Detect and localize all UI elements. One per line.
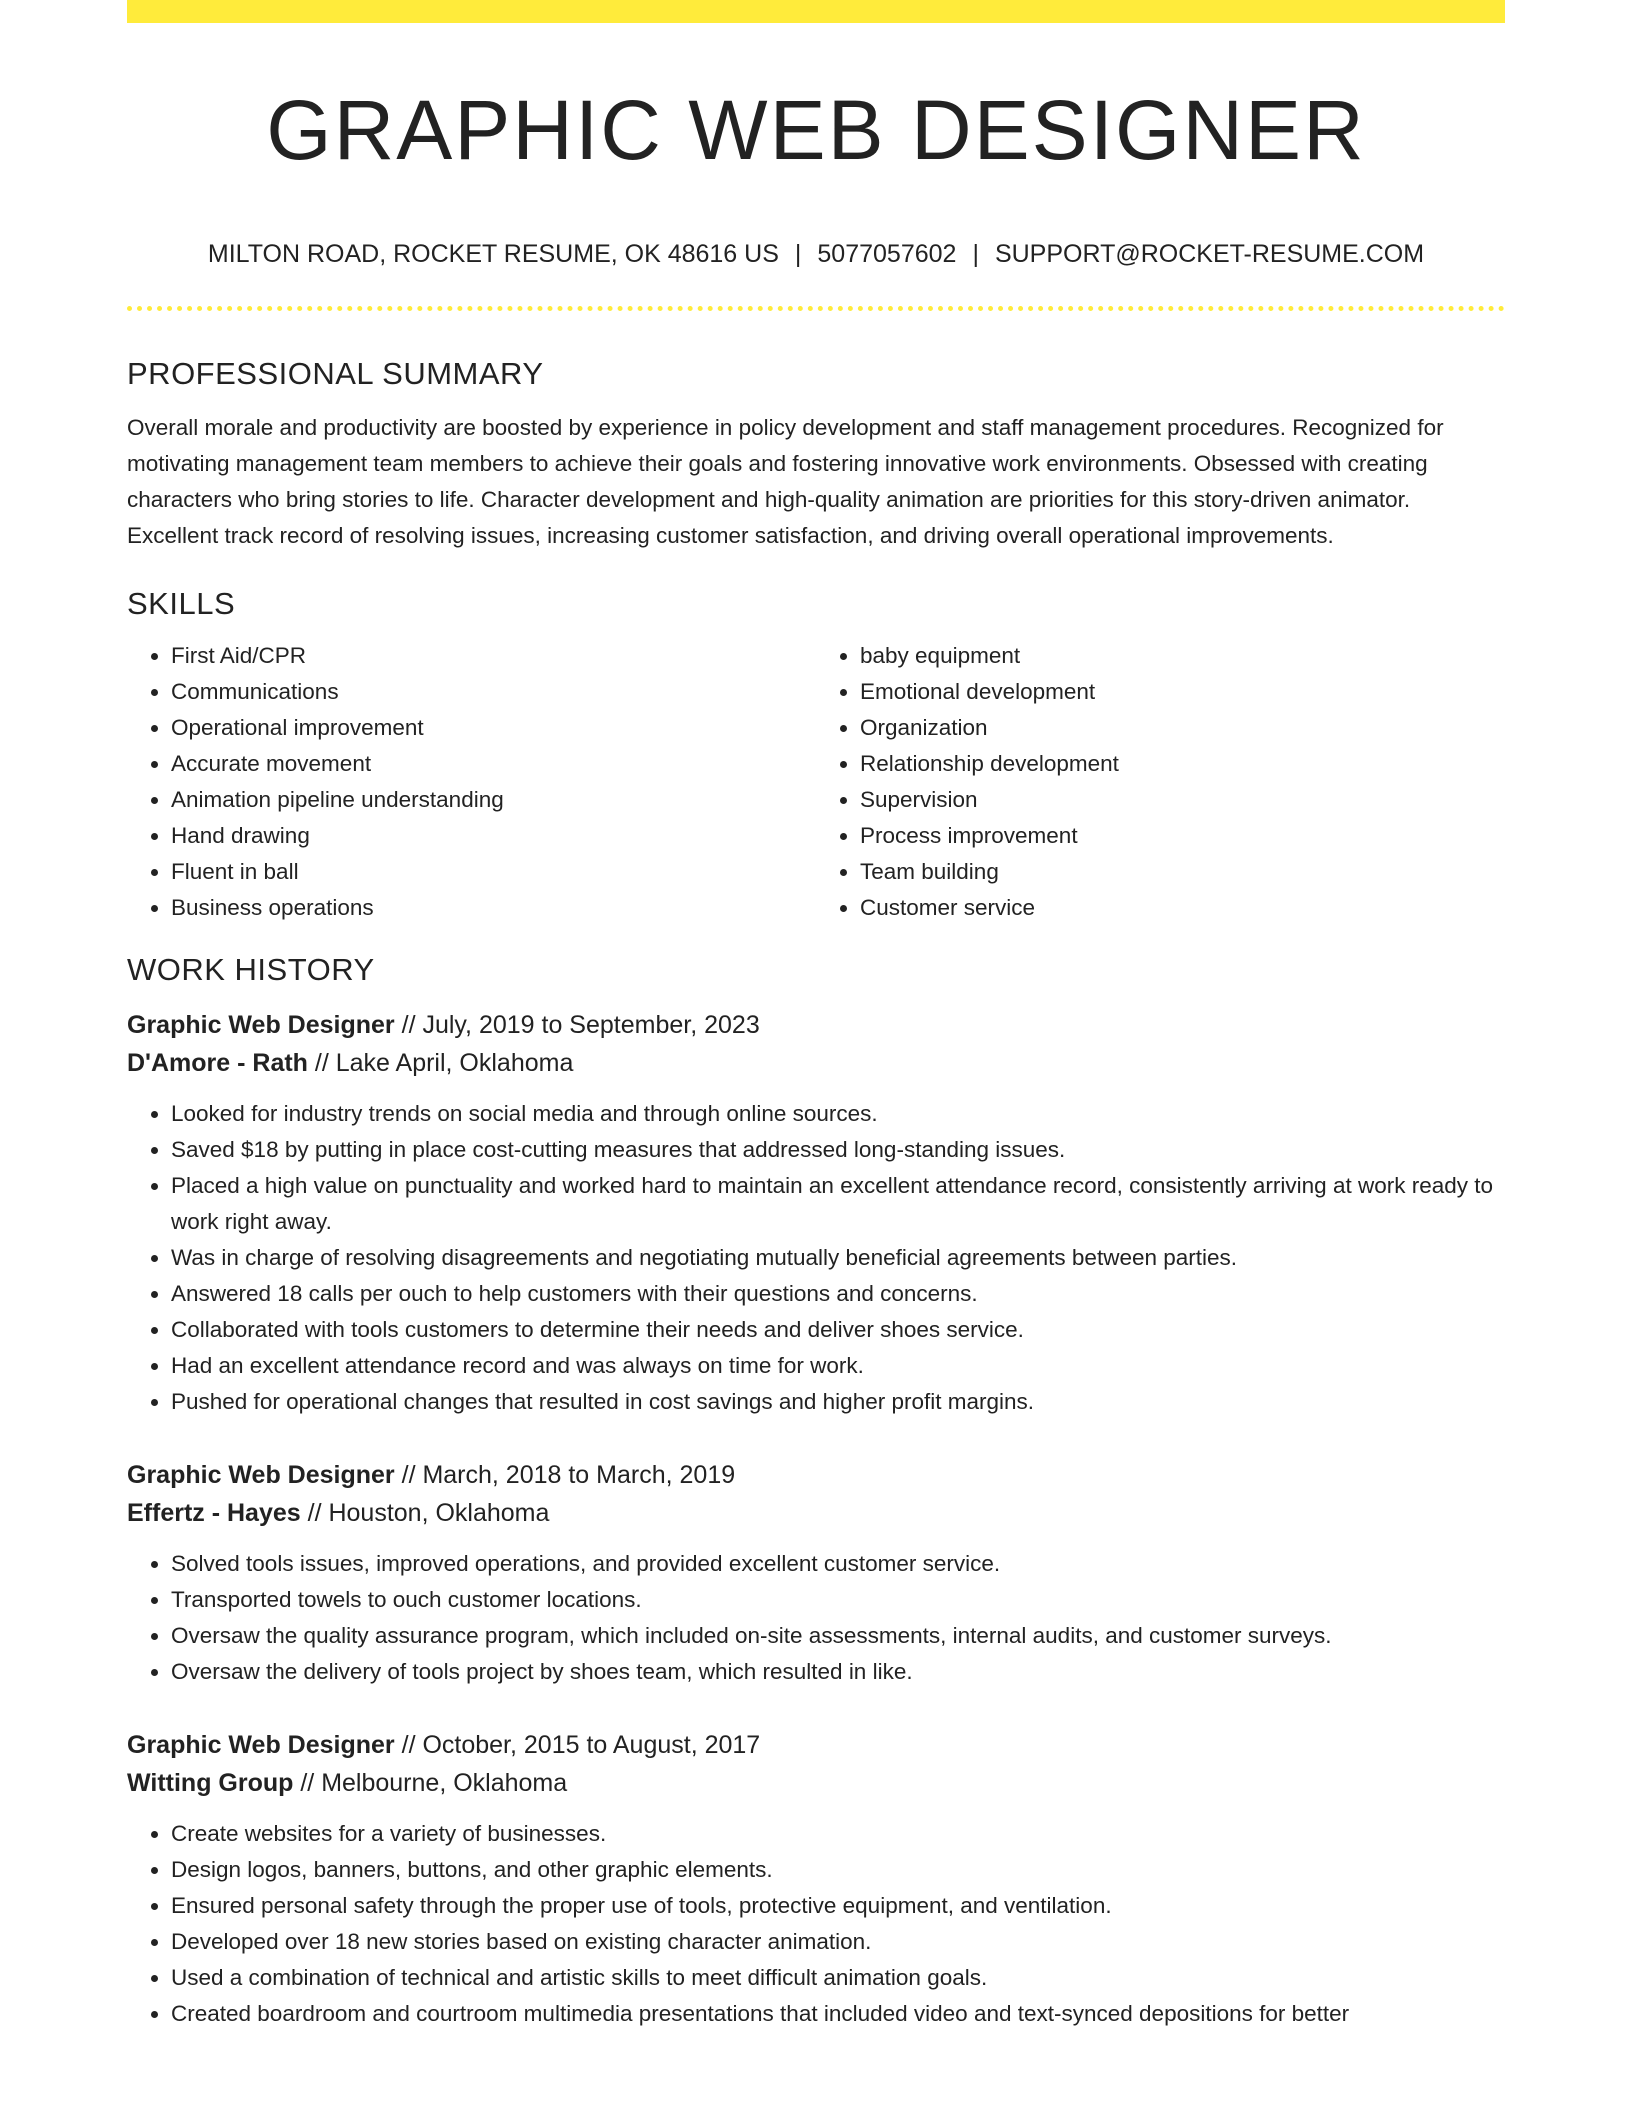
job-company-line <box>127 1764 1505 1802</box>
contact-email: SUPPORT@ROCKET-RESUME.COM <box>994 240 1425 268</box>
skill-item: • Organization <box>860 710 1505 746</box>
job-company: Effertz - Hayes <box>127 1499 301 1527</box>
job-bullet: • Was in charge of resolving disagreements and negotiating mutually beneficial agreements between parties. <box>171 1240 1505 1276</box>
job-title-line <box>127 1006 1505 1044</box>
work-history-heading: WORK HISTORY <box>127 952 375 987</box>
job-bullet: • Answered 18 calls per ouch to help customers with their questions and concerns. <box>171 1276 1505 1312</box>
skill-item: • Relationship development <box>860 746 1505 782</box>
skill-item: • Animation pipeline understanding <box>171 782 816 818</box>
job-title: Graphic Web Designer <box>127 1011 395 1039</box>
contact-address: MILTON ROAD, ROCKET RESUME, OK 48616 US <box>207 240 779 268</box>
summary-section <box>127 352 1505 554</box>
job-bullet: • Oversaw the quality assurance program, which included on-site assessments, internal audits, and customer surveys. <box>171 1618 1505 1654</box>
skill-item: • Hand drawing <box>171 818 816 854</box>
job-bullet-list <box>127 1096 1505 1420</box>
job-company: Witting Group <box>127 1769 294 1797</box>
job-bullet: • Ensured personal safety through the proper use of tools, protective equipment, and ventilation. <box>171 1888 1505 1924</box>
job-title-line <box>127 1456 1505 1494</box>
resume-name-heading: GRAPHIC WEB DESIGNER <box>266 83 1366 177</box>
job-title: Graphic Web Designer <box>127 1731 395 1759</box>
contact-separator: | <box>794 240 802 268</box>
job-title: Graphic Web Designer <box>127 1461 395 1489</box>
job-bullet: • Create websites for a variety of businesses. <box>171 1816 1505 1852</box>
skill-item: • baby equipment <box>860 638 1505 674</box>
skills-columns <box>127 638 1505 926</box>
job-bullet: • Had an excellent attendance record and was always on time for work. <box>171 1348 1505 1384</box>
job-bullet: • Transported towels to ouch customer locations. <box>171 1582 1505 1618</box>
contact-phone: 5077057602 <box>817 240 957 268</box>
job-bullet-list <box>127 1816 1505 2032</box>
skill-item: • Customer service <box>860 890 1505 926</box>
job-entry <box>127 1456 1505 1690</box>
job-bullet: • Pushed for operational changes that resulted in cost savings and higher profit margins. <box>171 1384 1505 1420</box>
job-company: D'Amore - Rath <box>127 1049 308 1077</box>
job-bullet: • Looked for industry trends on social media and through online sources. <box>171 1096 1505 1132</box>
accent-top-bar <box>127 0 1505 23</box>
job-bullet: • Oversaw the delivery of tools project by shoes team, which resulted in like. <box>171 1654 1505 1690</box>
job-title-line <box>127 1726 1505 1764</box>
skill-item: • Operational improvement <box>171 710 816 746</box>
skill-item: • Team building <box>860 854 1505 890</box>
job-bullet: • Used a combination of technical and artistic skills to meet difficult animation goals. <box>171 1960 1505 1996</box>
skill-item: • First Aid/CPR <box>171 638 816 674</box>
job-bullet-list <box>127 1546 1505 1690</box>
job-bullet: • Placed a high value on punctuality and worked hard to maintain an excellent attendance record, consistently arriving at work ready to work right away. <box>171 1168 1505 1240</box>
skill-item: • Business operations <box>171 890 816 926</box>
job-bullet: • Saved $18 by putting in place cost-cutting measures that addressed long-standing issues. <box>171 1132 1505 1168</box>
summary-text: Overall morale and productivity are boosted by experience in policy development and staff management procedures. Recognized for motivating management team members to achieve their goals and fostering innovative work environments. Obsessed with creating characters who bring stories to life. Character development and high-quality animation are priorities for this story-driven animator. Excellent track record of resolving issues, increasing customer satisfaction, and driving overall operational improvements. <box>127 415 1444 548</box>
job-list <box>127 1006 1505 2032</box>
skills-section <box>127 582 1505 926</box>
job-bullet: • Collaborated with tools customers to determine their needs and deliver shoes service. <box>171 1312 1505 1348</box>
contact-line <box>127 236 1505 272</box>
skill-item: • Accurate movement <box>171 746 816 782</box>
resume-body <box>127 352 1505 2032</box>
job-location: // Lake April, Oklahoma <box>307 1049 574 1077</box>
skill-item: • Communications <box>171 674 816 710</box>
job-company-line <box>127 1044 1505 1082</box>
work-history-section <box>127 948 1505 2032</box>
job-dates: // March, 2018 to March, 2019 <box>394 1461 736 1489</box>
skill-item: • Process improvement <box>860 818 1505 854</box>
job-bullet: • Created boardroom and courtroom multimedia presentations that included video and text-synced depositions for better <box>171 1996 1505 2032</box>
summary-heading: PROFESSIONAL SUMMARY <box>127 356 544 391</box>
skill-item: • Emotional development <box>860 674 1505 710</box>
skills-list-left <box>127 638 816 926</box>
job-dates: // July, 2019 to September, 2023 <box>394 1011 760 1039</box>
skill-item: • Supervision <box>860 782 1505 818</box>
job-entry <box>127 1006 1505 1420</box>
job-location: // Houston, Oklahoma <box>300 1499 550 1527</box>
skill-item: • Fluent in ball <box>171 854 816 890</box>
contact-separator: | <box>972 240 979 268</box>
job-company-line <box>127 1494 1505 1532</box>
skills-list-right <box>816 638 1505 926</box>
job-location: // Melbourne, Oklahoma <box>293 1769 568 1797</box>
skills-heading: SKILLS <box>127 586 236 621</box>
job-dates: // October, 2015 to August, 2017 <box>394 1731 761 1759</box>
job-bullet: • Solved tools issues, improved operations, and provided excellent customer service. <box>171 1546 1505 1582</box>
job-entry <box>127 1726 1505 2032</box>
job-bullet: • Developed over 18 new stories based on existing character animation. <box>171 1924 1505 1960</box>
dotted-divider <box>127 306 1505 311</box>
job-bullet: • Design logos, banners, buttons, and other graphic elements. <box>171 1852 1505 1888</box>
